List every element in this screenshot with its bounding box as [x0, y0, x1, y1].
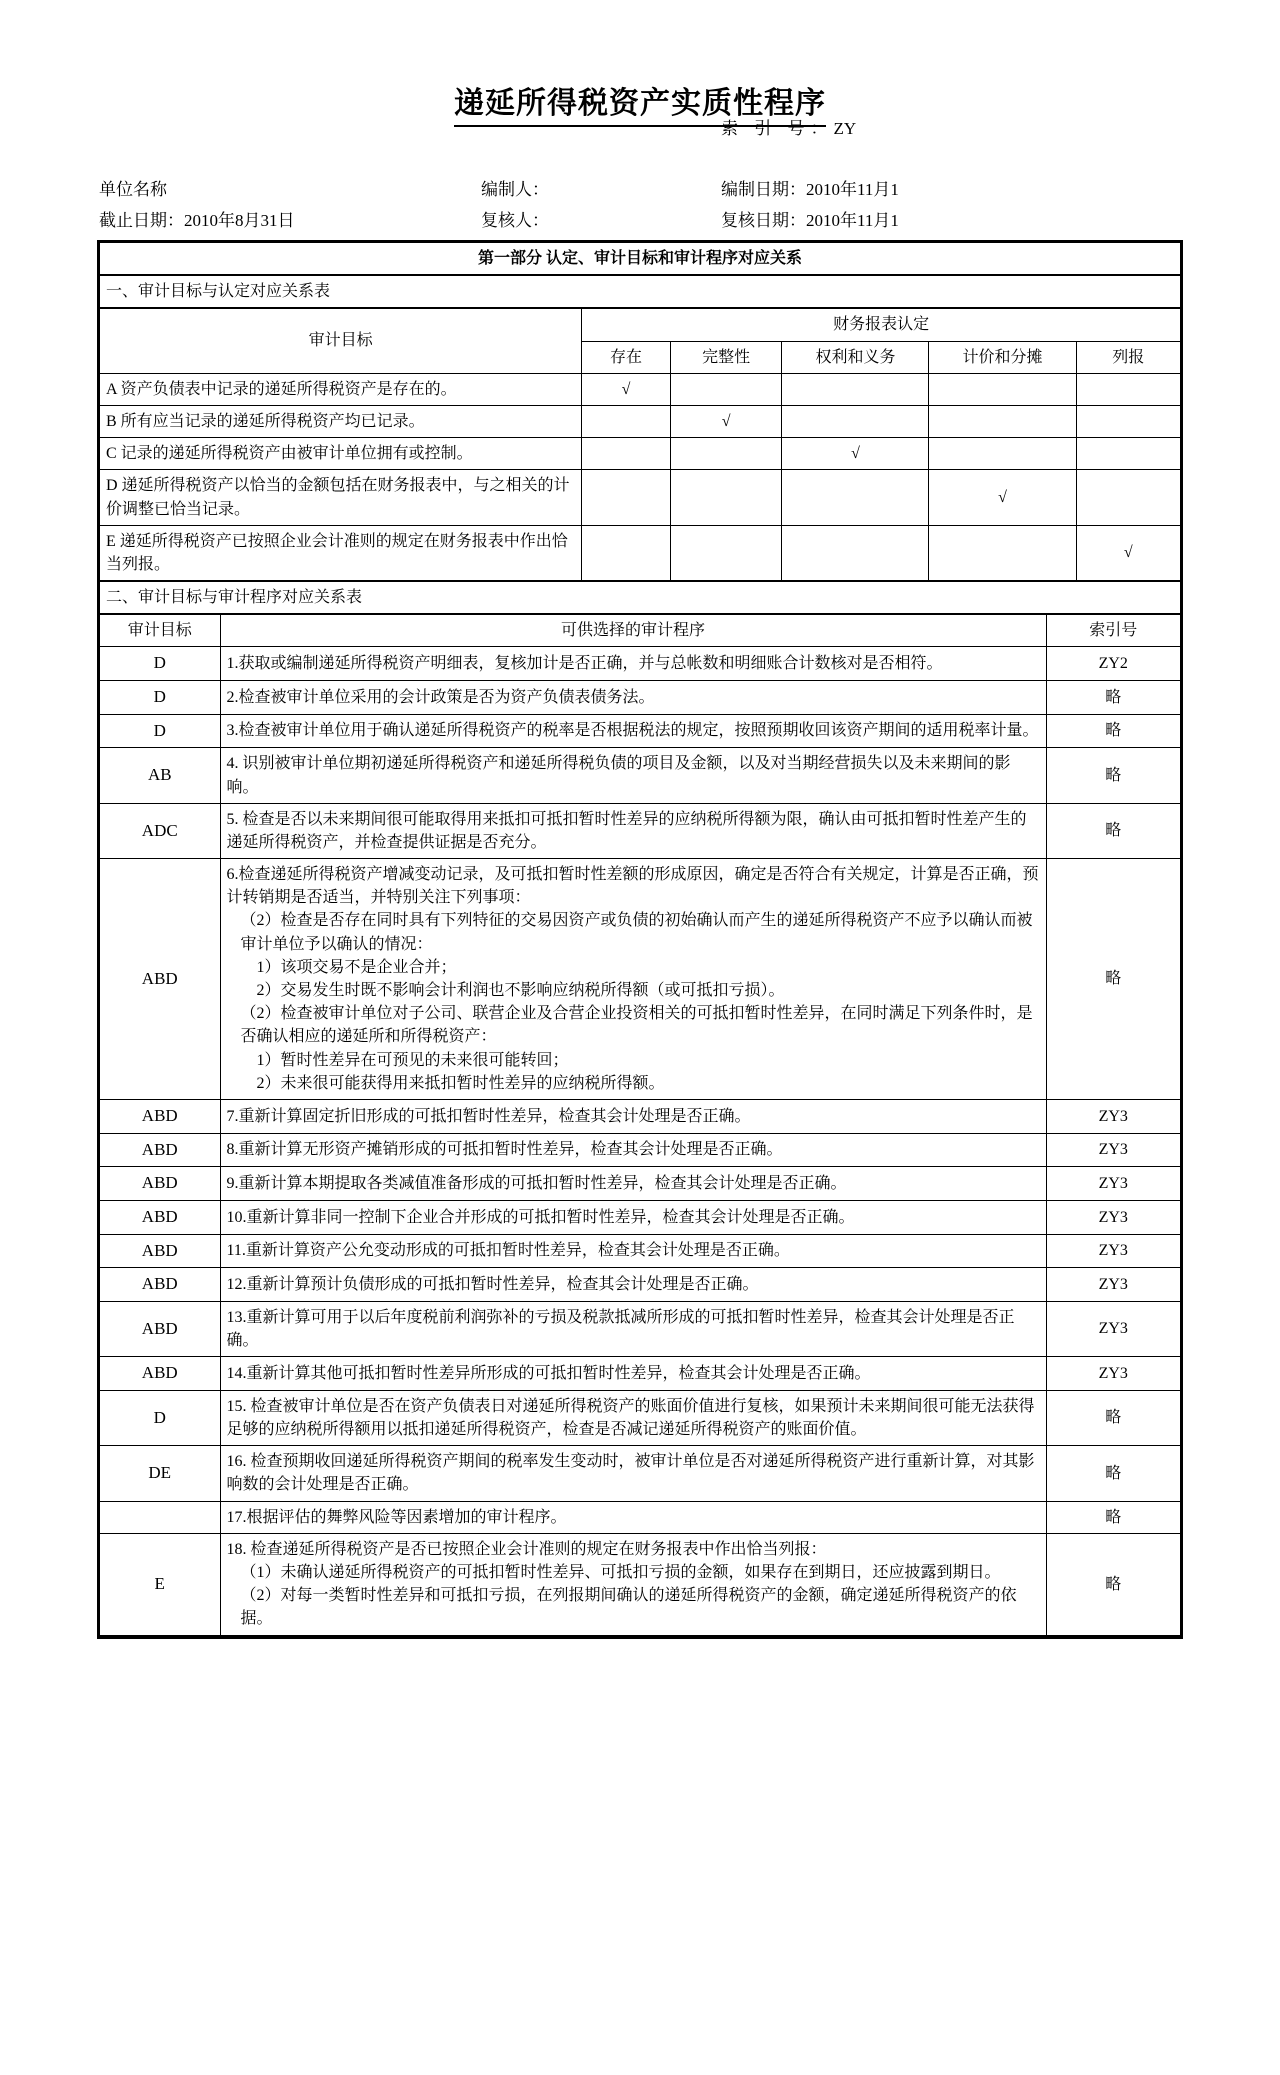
procedure-line: 16. 检查预期收回递延所得税资产期间的税率发生变动时，被审计单位是否对递延所得税资产进行重新计算，对其影响数的会计处理是否正确。 — [226, 1453, 1035, 1494]
procedure-objective-code: AB — [100, 748, 220, 803]
procedure-description — [220, 1446, 1046, 1501]
procedure-row — [100, 1167, 1180, 1201]
procedure-index: ZY3 — [1046, 1167, 1180, 1201]
index-number — [721, 113, 856, 144]
procedure-line: 2.检查被审计单位采用的会计政策是否为资产负债表债务法。 — [226, 688, 655, 706]
section-two-heading-table — [100, 581, 1180, 614]
procedure-line: 10.重新计算非同一控制下企业合并形成的可抵扣暂时性差异，检查其会计处理是否正确。 — [226, 1208, 855, 1226]
procedure-line: 5. 检查是否以未来期间很可能取得用来抵扣可抵扣暂时性差异的应纳税所得额为限，确认由可抵扣暂时性差产生的递延所得税资产，并检查提供证据是否充分。 — [226, 810, 1027, 851]
procedure-row — [100, 1357, 1180, 1391]
procedure-index: 略 — [1046, 681, 1180, 715]
assertion-col-2: 完整性 — [670, 341, 782, 373]
procedure-objective-code — [100, 1501, 220, 1533]
procedure-row — [100, 1200, 1180, 1234]
procedure-row — [100, 1533, 1180, 1635]
procedure-description — [220, 1234, 1046, 1268]
procedure-row — [100, 1501, 1180, 1533]
band-table — [100, 243, 1180, 275]
procedure-description — [220, 1390, 1046, 1445]
procedure-description — [220, 859, 1046, 1100]
procedure-objective-code: ABD — [100, 1133, 220, 1167]
preparer-label: 编制人： — [481, 180, 549, 199]
procedure-line: 18. 检查递延所得税资产是否已按照企业会计准则的规定在财务报表中作出恰当列报： — [226, 1540, 827, 1558]
procedure-row — [100, 681, 1180, 715]
procedure-line: （2）检查被审计单位对子公司、联营企业及合营企业投资相关的可抵扣暂时性差异，在同时满足下列条件时，是否确认相应的递延所和所得税资产： — [240, 1005, 1033, 1046]
col-audit-objective: 审计目标 — [100, 309, 582, 373]
procedure-objective-code: ABD — [100, 1268, 220, 1302]
procedure-head-row — [100, 615, 1180, 647]
col-proc-objective: 审计目标 — [100, 615, 220, 647]
band-row — [100, 243, 1180, 275]
procedure-line: （2）对每一类暂时性差异和可抵扣亏损，在列报期间确认的递延所得税资产的金额，确定递延所得税资产的依据。 — [240, 1587, 1017, 1628]
procedure-index: ZY3 — [1046, 1268, 1180, 1302]
procedure-objective-code: ABD — [100, 859, 220, 1100]
assertion-empty — [670, 470, 782, 525]
procedure-objective-code: D — [100, 647, 220, 681]
index-label: 索 引 号： — [721, 119, 834, 138]
page-title: 递延所得税资产实质性程序 — [454, 86, 826, 127]
procedure-index: ZY3 — [1046, 1301, 1180, 1356]
objective-table-body — [100, 373, 1180, 580]
assertion-empty — [929, 525, 1076, 580]
review-date-label: 复核日期： — [721, 211, 806, 230]
section-one-heading-table — [100, 275, 1180, 308]
procedure-description — [220, 1099, 1046, 1133]
assertion-check: √ — [670, 405, 782, 437]
procedure-line: 12.重新计算预计负债形成的可抵扣暂时性差异，检查其会计处理是否正确。 — [226, 1275, 759, 1293]
procedure-index: ZY3 — [1046, 1234, 1180, 1268]
procedure-line: 8.重新计算无形资产摊销形成的可抵扣暂时性差异，检查其会计处理是否正确。 — [226, 1141, 783, 1159]
procedure-index: ZY3 — [1046, 1357, 1180, 1391]
assertion-empty — [782, 373, 929, 405]
procedure-line: 4. 识别被审计单位期初递延所得税资产和递延所得税负债的项目及金额，以及对当期经营损失以及未来期间的影响。 — [226, 755, 1011, 796]
procedure-index: ZY2 — [1046, 647, 1180, 681]
procedure-line: （1）未确认递延所得税资产的可抵扣暂时性差异、可抵扣亏损的金额，如果存在到期日，还应披露到期日。 — [240, 1563, 1001, 1581]
procedure-line: 17.根据评估的舞弊风险等因素增加的审计程序。 — [226, 1508, 567, 1526]
procedure-index: 略 — [1046, 859, 1180, 1100]
assertion-check: √ — [782, 438, 929, 470]
assertion-col-4: 计价和分摊 — [929, 341, 1076, 373]
title-area — [0, 0, 1280, 127]
objective-text: C 记录的递延所得税资产由被审计单位拥有或控制。 — [100, 438, 582, 470]
procedure-row — [100, 859, 1180, 1100]
procedure-index: 略 — [1046, 1533, 1180, 1635]
procedure-description — [220, 714, 1046, 748]
assertion-empty — [929, 373, 1076, 405]
procedure-objective-code: ADC — [100, 803, 220, 858]
assertion-empty — [1076, 470, 1180, 525]
main-frame — [97, 240, 1183, 1639]
assertion-check: √ — [1076, 525, 1180, 580]
section-two-heading-row — [100, 582, 1180, 614]
assertion-empty — [670, 438, 782, 470]
col-proc-index: 索引号 — [1046, 615, 1180, 647]
assertion-col-1: 存在 — [582, 341, 671, 373]
section-one-title: 一、审计目标与认定对应关系表 — [100, 276, 1180, 308]
procedure-line: 11.重新计算资产公允变动形成的可抵扣暂时性差异，检查其会计处理是否正确。 — [226, 1242, 790, 1260]
assertion-empty — [782, 525, 929, 580]
assertion-empty — [582, 438, 671, 470]
assertion-check: √ — [929, 470, 1076, 525]
assertion-empty — [929, 405, 1076, 437]
procedure-objective-code: DE — [100, 1446, 220, 1501]
procedure-line: 6.检查递延所得税资产增减变动记录，及可抵扣暂时性差额的形成原因，确定是否符合有关规定，计算是否正确，预计转销期是否适当，并特别关注下列事项： — [226, 866, 1039, 907]
procedure-index: ZY3 — [1046, 1099, 1180, 1133]
procedure-row — [100, 748, 1180, 803]
objective-table-head — [100, 309, 1180, 373]
assertion-empty — [1076, 405, 1180, 437]
procedure-description — [220, 647, 1046, 681]
objective-row — [100, 438, 1180, 470]
procedure-row — [100, 1390, 1180, 1445]
procedure-description — [220, 1167, 1046, 1201]
procedure-description — [220, 803, 1046, 858]
cutoff-date — [99, 205, 295, 236]
cutoff-label: 截止日期： — [99, 211, 184, 230]
assertion-empty — [670, 525, 782, 580]
procedure-index: ZY3 — [1046, 1133, 1180, 1167]
part-one-band: 第一部分 认定、审计目标和审计程序对应关系 — [100, 243, 1180, 275]
procedure-description — [220, 748, 1046, 803]
procedure-objective-code: ABD — [100, 1167, 220, 1201]
procedure-index: 略 — [1046, 748, 1180, 803]
procedure-objective-code: ABD — [100, 1200, 220, 1234]
procedure-line: 14.重新计算其他可抵扣暂时性差异所形成的可抵扣暂时性差异，检查其会计处理是否正确。 — [226, 1364, 871, 1382]
assertion-empty — [929, 438, 1076, 470]
procedure-description — [220, 1200, 1046, 1234]
prepare-date-label: 编制日期： — [721, 180, 806, 199]
assertion-empty — [582, 405, 671, 437]
cutoff-value: 2010年8月31日 — [184, 211, 295, 230]
objective-row — [100, 373, 1180, 405]
assertion-check: √ — [582, 373, 671, 405]
procedure-objective-code: ABD — [100, 1357, 220, 1391]
col-proc-description: 可供选择的审计程序 — [220, 615, 1046, 647]
objective-text: E 递延所得税资产已按照企业会计准则的规定在财务报表中作出恰当列报。 — [100, 525, 582, 580]
procedure-index: 略 — [1046, 1446, 1180, 1501]
procedure-objective-code: E — [100, 1533, 220, 1635]
procedure-index: 略 — [1046, 1501, 1180, 1533]
procedure-line: 2）交易发生时既不影响会计利润也不影响应纳税所得额（或可抵扣亏损）。 — [256, 982, 785, 1000]
meta-row-index — [95, 119, 1185, 174]
procedure-description — [220, 1301, 1046, 1356]
procedure-description — [220, 1268, 1046, 1302]
procedure-description — [220, 1133, 1046, 1167]
procedure-objective-code: D — [100, 681, 220, 715]
objective-text: B 所有应当记录的递延所得税资产均已记录。 — [100, 405, 582, 437]
review-date-value: 2010年11月1 — [806, 211, 899, 230]
objective-head-row-1 — [100, 309, 1180, 341]
header-meta — [95, 119, 1185, 236]
procedure-index: ZY3 — [1046, 1200, 1180, 1234]
prepare-date — [721, 174, 911, 205]
objective-assertion-table — [100, 308, 1180, 581]
procedure-row — [100, 1099, 1180, 1133]
meta-row-unit — [95, 174, 1185, 205]
assertion-empty — [782, 470, 929, 525]
procedure-description — [220, 1357, 1046, 1391]
assertion-empty — [582, 470, 671, 525]
procedure-description — [220, 681, 1046, 715]
prepare-date-value: 2010年11月1 — [806, 180, 899, 199]
procedure-line: 3.检查被审计单位用于确认递延所得税资产的税率是否根据税法的规定，按照预期收回该资产期间的适用税率计量。 — [226, 722, 1039, 740]
procedure-table-head — [100, 615, 1180, 647]
procedure-objective-code: ABD — [100, 1099, 220, 1133]
procedure-line: （2）检查是否存在同时具有下列特征的交易因资产或负债的初始确认而产生的递延所得税资产不应予以确认而被审计单位予以确认的情况： — [240, 912, 1033, 953]
objective-text: D 递延所得税资产以恰当的金额包括在财务报表中，与之相关的计价调整已恰当记录。 — [100, 470, 582, 525]
procedure-row — [100, 1268, 1180, 1302]
procedure-line: 2）未来很可能获得用来抵扣暂时性差异的应纳税所得额。 — [256, 1074, 665, 1092]
procedure-row — [100, 1446, 1180, 1501]
procedure-objective-code: ABD — [100, 1301, 220, 1356]
procedure-objective-code: D — [100, 1390, 220, 1445]
objective-row — [100, 405, 1180, 437]
procedure-line: 7.重新计算固定折旧形成的可抵扣暂时性差异，检查其会计处理是否正确。 — [226, 1107, 751, 1125]
assertion-col-5: 列报 — [1076, 341, 1180, 373]
assertion-empty — [582, 525, 671, 580]
procedure-index: 略 — [1046, 1390, 1180, 1445]
procedure-row — [100, 1133, 1180, 1167]
objective-row — [100, 470, 1180, 525]
procedure-row — [100, 1234, 1180, 1268]
procedure-line: 1）该项交易不是企业合并； — [256, 958, 457, 976]
procedure-description — [220, 1533, 1046, 1635]
assertion-empty — [1076, 373, 1180, 405]
assertion-empty — [782, 405, 929, 437]
assertion-col-3: 权利和义务 — [782, 341, 929, 373]
objective-row — [100, 525, 1180, 580]
procedure-index: 略 — [1046, 714, 1180, 748]
procedure-row — [100, 1301, 1180, 1356]
procedure-table-body — [100, 647, 1180, 1635]
procedure-description — [220, 1501, 1046, 1533]
procedure-objective-code: ABD — [100, 1234, 220, 1268]
procedure-line: 1.获取或编制递延所得税资产明细表，复核加计是否正确，并与总帐数和明细账合计数核对是否相符。 — [226, 655, 943, 673]
col-assertion-group: 财务报表认定 — [582, 309, 1180, 341]
procedure-row — [100, 647, 1180, 681]
procedure-index: 略 — [1046, 803, 1180, 858]
procedure-row — [100, 714, 1180, 748]
unit-name-label: 单位名称 — [99, 180, 167, 199]
procedure-line: 15. 检查被审计单位是否在资产负债表日对递延所得税资产的账面价值进行复核，如果预计未来期间很可能无法获得足够的应纳税所得额用以抵扣递延所得税资产，检查是否减记递延所得税资产的账面价值。 — [226, 1397, 1035, 1439]
section-two-title: 二、审计目标与审计程序对应关系表 — [100, 582, 1180, 614]
procedure-line: 13.重新计算可用于以后年度税前利润弥补的亏损及税款抵减所形成的可抵扣暂时性差异，检查其会计处理是否正确。 — [226, 1308, 1015, 1350]
procedure-line: 1）暂时性差异在可预见的未来很可能转回； — [256, 1051, 569, 1069]
objective-text: A 资产负债表中记录的递延所得税资产是存在的。 — [100, 373, 582, 405]
assertion-empty — [1076, 438, 1180, 470]
assertion-empty — [670, 373, 782, 405]
procedure-objective-code: D — [100, 714, 220, 748]
review-date — [721, 205, 911, 236]
procedure-table — [100, 614, 1180, 1635]
procedure-row — [100, 803, 1180, 858]
reviewer-label: 复核人： — [481, 211, 549, 230]
section-one-heading-row — [100, 276, 1180, 308]
index-value: ZY — [833, 119, 857, 138]
procedure-line: 9.重新计算本期提取各类减值准备形成的可抵扣暂时性差异，检查其会计处理是否正确。 — [226, 1174, 847, 1192]
meta-row-cutoff — [95, 205, 1185, 236]
